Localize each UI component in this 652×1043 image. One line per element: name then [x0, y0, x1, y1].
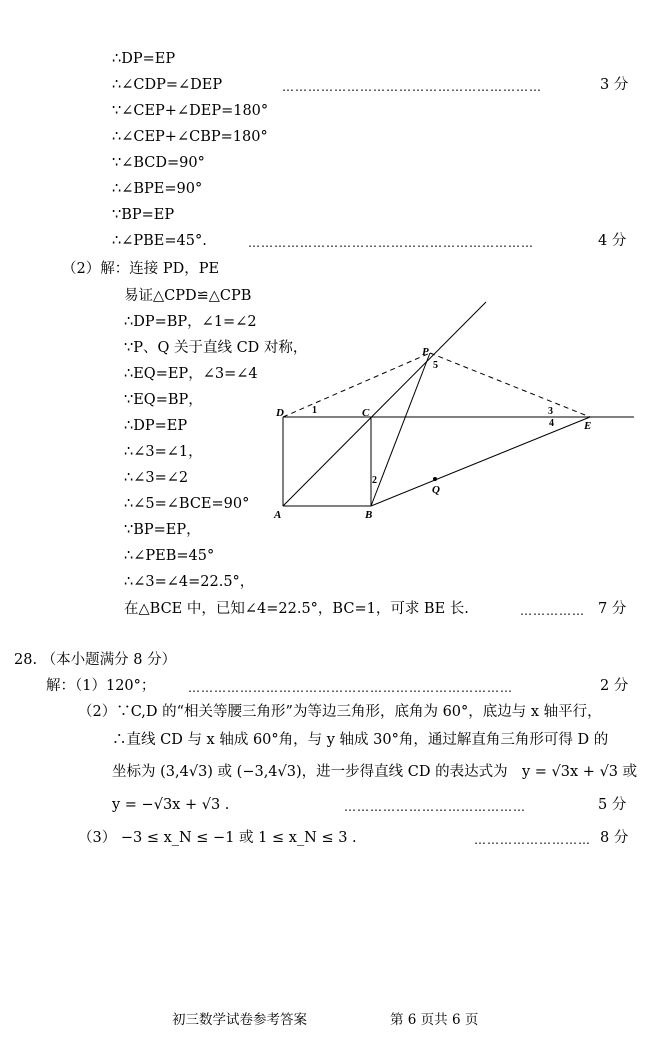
score-2: 2 分	[600, 678, 629, 694]
angle-5-label: 5	[433, 360, 438, 371]
segment-BE	[371, 417, 590, 506]
score-3: 3 分	[600, 77, 629, 93]
angle-2-label: 2	[372, 475, 377, 486]
proof-line-3: ∵∠CEP+∠DEP=180°	[112, 103, 269, 119]
proof-line-6: ∴∠BPE=90°	[112, 181, 203, 197]
segment-DP	[283, 353, 430, 417]
part2-line-11: ∴∠PEB=45°	[124, 548, 215, 564]
part2-line-7: ∴∠3=∠1，	[124, 444, 203, 460]
part2-line-2: ∴DP=BP，∠1=∠2	[124, 314, 257, 330]
part2-line-9: ∴∠5=∠BCE=90°	[124, 496, 250, 512]
label-P: P	[422, 346, 429, 358]
label-A: A	[274, 509, 282, 521]
geometry-figure	[268, 296, 638, 526]
score-7: 7 分	[598, 601, 627, 617]
segment-PE	[430, 353, 590, 417]
score-5: 5 分	[598, 797, 627, 813]
part2-line-4: ∴EQ=EP，∠3=∠4	[124, 366, 258, 382]
q28-part2-line3b: y = √3x + √3 或	[522, 764, 638, 780]
label-E: E	[584, 420, 592, 432]
part2-line-5: ∵EQ=BP，	[124, 392, 203, 408]
score-4: 4 分	[598, 233, 627, 249]
score-8: 8 分	[600, 830, 629, 846]
angle-1-label: 1	[312, 405, 317, 416]
angle-3-label: 3	[548, 406, 553, 417]
part2-line-1: 易证△CPD≌△CPB	[124, 288, 252, 304]
score-leader: ………………………	[474, 833, 591, 847]
proof-line-4: ∴∠CEP+∠CBP=180°	[112, 129, 268, 145]
part2-line-8: ∴∠3=∠2	[124, 470, 189, 486]
q28-part2-line3a: 坐标为 (3,4√3) 或 (−3,4√3)，进一步得直线 CD 的表达式为	[112, 764, 508, 780]
proof-line-5: ∵∠BCD=90°	[112, 155, 205, 171]
part2-line-3: ∵P、Q 关于直线 CD 对称，	[124, 340, 308, 356]
proof-line-1: ∴DP=EP	[112, 51, 176, 67]
segment-BP	[371, 353, 430, 506]
label-Q: Q	[432, 484, 440, 496]
score-leader: …………………………………………………………………	[188, 681, 513, 695]
proof-line-8: ∴∠PBE=45°.	[112, 233, 207, 249]
point-Q	[433, 477, 437, 481]
angle-4-label: 4	[549, 418, 554, 429]
score-leader: ……………	[520, 604, 585, 618]
q28-title: 28. （本小题满分 8 分）	[14, 652, 177, 668]
label-B: B	[365, 509, 373, 521]
proof-line-2: ∴∠CDP=∠DEP	[112, 77, 223, 93]
proof-line-7: ∵BP=EP	[112, 207, 175, 223]
q28-part2-line1: （2）∵C,D 的“相关等腰三角形”为等边三角形，底角为 60°，底边与 x 轴平行，	[78, 704, 602, 720]
score-leader: ……………………………………………………	[282, 80, 542, 94]
score-leader: …………………………………………………………	[248, 236, 534, 250]
label-D: D	[276, 407, 284, 419]
part2-line-10: ∵BP=EP，	[124, 522, 201, 538]
line-AP	[283, 302, 486, 506]
score-leader: ……………………………………	[344, 800, 526, 814]
q28-part2-line4: y = −√3x + √3 .	[112, 797, 230, 813]
q28-part3: （3） −3 ≤ x_N ≤ −1 或 1 ≤ x_N ≤ 3 .	[78, 830, 357, 846]
footer-title: 初三数学试卷参考答案	[172, 1012, 307, 1028]
part2-final: 在△BCE 中，已知∠4=22.5°，BC=1，可求 BE 长.	[124, 601, 469, 617]
label-C: C	[362, 407, 370, 419]
part2-heading: （2）解：连接 PD，PE	[62, 261, 220, 277]
part2-line-12: ∴∠3=∠4=22.5°，	[124, 574, 255, 590]
footer-page-number: 第 6 页共 6 页	[390, 1012, 479, 1028]
part2-line-6: ∴DP=EP	[124, 418, 188, 434]
q28-part2-line2: ∴直线 CD 与 x 轴成 60°角，与 y 轴成 30°角，通过解直角三角形可得 D 的	[112, 732, 609, 748]
q28-part1: 解：（1）120°；	[46, 678, 156, 694]
